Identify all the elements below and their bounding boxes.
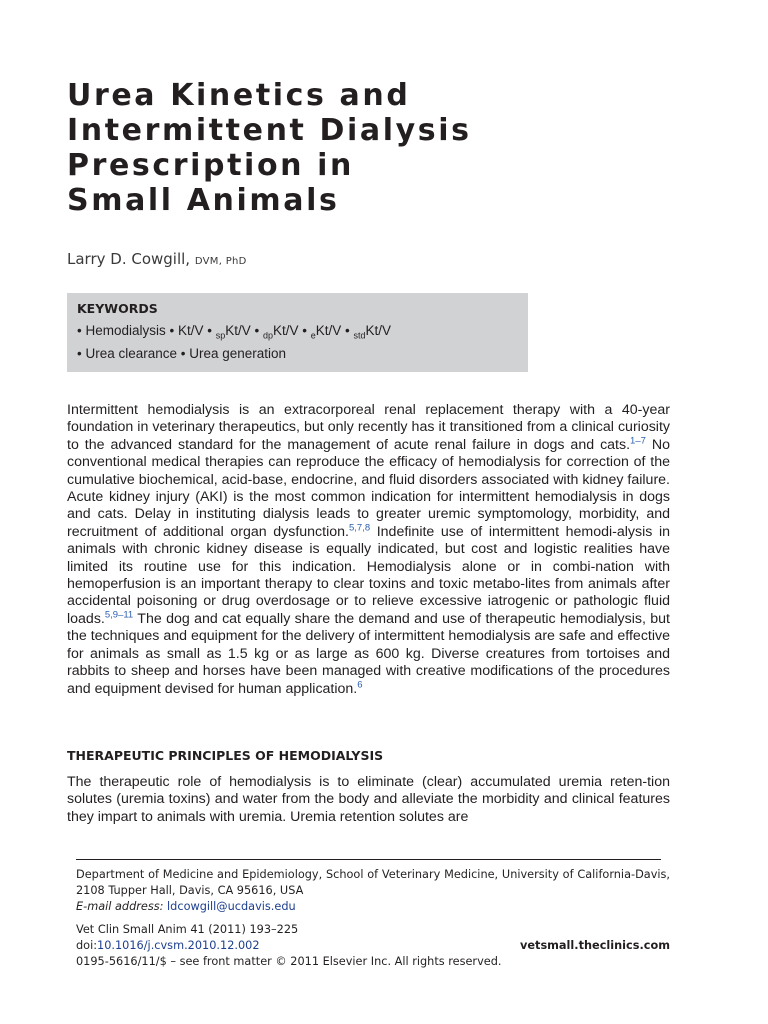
- journal-site-link[interactable]: vetsmall.theclinics.com: [520, 939, 670, 952]
- reference-link[interactable]: 5,9–11: [104, 609, 134, 621]
- email-line: [76, 899, 670, 915]
- intro-paragraph: Intermittent hemodialysis is an extracorporeal renal replacement therapy with a 40-year foundation in veterinary therapeutics, but only recently has it transitioned from a clinical curiosity to the advanced standard for the management of acute renal failure in dogs and cats.$^{1-7}$ No conventional medical therapies can reproduce the efficacy of hemodialysis for correction of the cumulative biochemical, acid-base, endocrine, and fluid disorders associated with kidney failure. Acute kidney injury (AKI) is the most common indication for intermittent hemodialysis in dogs and cats. Delay in instituting dialysis leads to greater uremic symptomology, morbidity, and recruitment of additional organ dysfunction.$^{5,7,8}$ Indefinite use of intermittent hemodi-alysis in animals with chronic kidney disease is equally indicated, but cost and logistic realities have limited its routine use for this indication. Hemodialysis alone or in combi-nation with hemoperfusion is an important therapy to clear toxins and toxic metabo-lites from animals after accidental poisoning or drug overdosage or to relieve excessive iatrogenic or pathologic fluid loads.$^{5,9-11}$ The dog and cat equally share the demand and use of therapeutic hemodialysis, but the techniques and equipment for the delivery of intermittent hemodialysis are safe and effective for animals as small as 1.5 kg or as large as 600 kg. Diverse creatures from tortoises and rabbits to sheep and horses have been managed with creative modifications of the procedures and equipment devised for human application.$^6$: [67, 402, 671, 697]
- footer-divider: [76, 859, 661, 860]
- copyright-text: 0195-5616/11/$ – see front matter © 2011 Elsevier Inc. All rights reserved.: [76, 955, 502, 968]
- author-line: [67, 250, 247, 268]
- title-line: Intermittent Dialysis: [67, 113, 472, 148]
- title-line: Small Animals: [67, 183, 340, 218]
- section-paragraph: The therapeutic role of hemodialysis is to eliminate (clear) accumulated uremia reten-tion solutes (uremia toxins) and water from the body and alleviate the morbidity and clinical features they impart to animals with uremia. Uremia retention solutes are: [67, 774, 670, 825]
- doi-link[interactable]: 10.1016/j.cvsm.2010.12.002: [97, 939, 260, 952]
- citation-text: Vet Clin Small Anim 41 (2011) 193–225: [76, 923, 299, 936]
- affiliation-text: Department of Medicine and Epidemiology, School of Veterinary Medicine, University of California-Davis, 2108 Tupper Hall, Davis, CA 95616, USA: [76, 868, 670, 897]
- keywords-box: [67, 293, 528, 372]
- section-heading: THERAPEUTIC PRINCIPLES OF HEMODIALYSIS: [67, 748, 384, 763]
- author-degrees: DVM, PhD: [194, 256, 247, 267]
- email-link[interactable]: ldcowgill@ucdavis.edu: [167, 900, 296, 913]
- keywords-line-2: • Urea clearance • Urea generation: [77, 345, 287, 361]
- article-title: [67, 78, 627, 218]
- title-line: Prescription in: [67, 148, 354, 183]
- reference-link[interactable]: 6: [357, 678, 363, 690]
- keywords-line-1: • Hemodialysis • Kt/V • $_{sp}$Kt/V • $_{dp}$Kt/V • $_e$Kt/V • $_{std}$Kt/V: [77, 323, 392, 341]
- title-line: Urea Kinetics and: [67, 78, 411, 113]
- keywords-heading: KEYWORDS: [77, 301, 158, 316]
- reference-link[interactable]: 1–7: [630, 435, 646, 447]
- doi-label: doi:: [76, 939, 98, 952]
- reference-link[interactable]: 5,7,8: [348, 522, 371, 534]
- citation-block: [76, 922, 670, 970]
- author-name: Larry D. Cowgill,: [67, 250, 191, 268]
- email-label: E-mail address:: [76, 900, 164, 913]
- affiliation: [76, 867, 670, 915]
